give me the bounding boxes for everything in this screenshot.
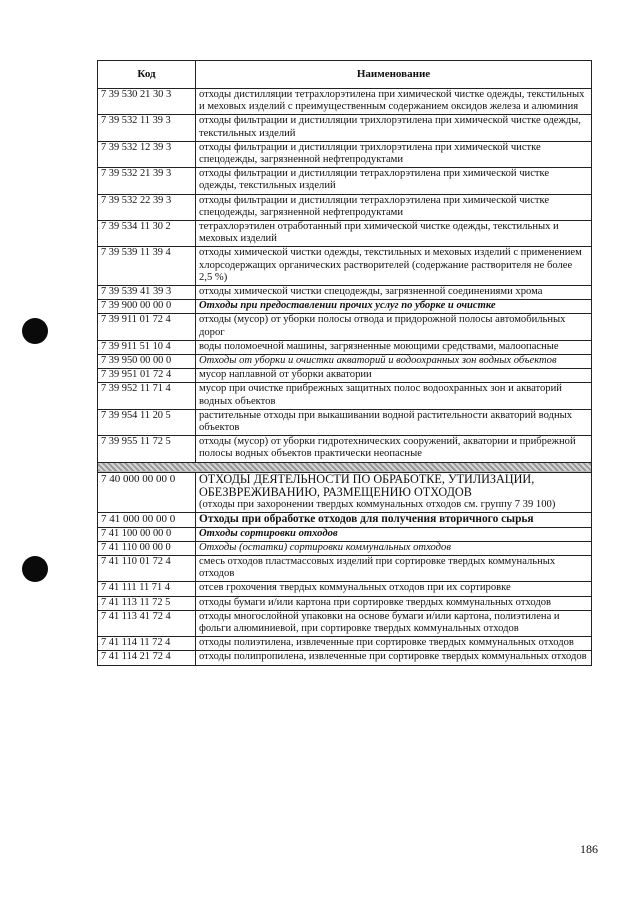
table-row	[98, 472, 592, 513]
name-cell	[196, 355, 592, 369]
code-cell: 7 39 532 12 39 3	[98, 141, 196, 167]
code-cell: 7 39 532 11 39 3	[98, 115, 196, 141]
waste-classification-table	[97, 60, 592, 666]
code-cell: 7 39 952 11 71 4	[98, 383, 196, 409]
table-row	[98, 651, 592, 665]
name-text: отходы полипропилена, извлеченные при сортировке твердых коммунальных отходов	[199, 651, 587, 663]
name-text: воды поломоечной машины, загрязненные моющими средствами, малоопасные	[199, 340, 559, 352]
table-row	[98, 610, 592, 636]
code-cell: 7 39 539 41 39 3	[98, 286, 196, 300]
name-text: смесь отходов пластмассовых изделий при сортировке твердых коммунальных отходов	[199, 555, 556, 580]
name-cell	[196, 436, 592, 462]
name-cell	[196, 286, 592, 300]
name-text: Отходы при обработке отходов для получения вторичного сырья	[199, 513, 534, 526]
name-text: отходы полиэтилена, извлеченные при сортировке твердых коммунальных отходов	[199, 637, 574, 649]
name-cell	[196, 472, 592, 513]
name-text: отходы фильтрации и дистилляции тетрахлорэтилена при химической чистке спецодежды, загрязненной нефтепродуктами	[199, 194, 550, 218]
table-row	[98, 527, 592, 541]
name-text: тетрахлорэтилен отработанный при химической чистке одежды, текстильных и меховых изделий	[199, 221, 559, 245]
name-text: Отходы (остатки) сортировки коммунальных отходов	[199, 541, 451, 553]
table-row	[98, 513, 592, 527]
name-text: отходы дистилляции тетрахлорэтилена при химической чистке одежды, текстильных и меховых изделий с преимущественным содержанием оксидов железа и алюминия	[199, 89, 585, 113]
table-header-row	[98, 61, 592, 89]
table-row	[98, 300, 592, 314]
code-cell: 7 39 954 11 20 5	[98, 409, 196, 435]
name-cell	[196, 555, 592, 581]
name-cell	[196, 513, 592, 527]
name-cell	[196, 651, 592, 665]
code-cell: 7 41 114 21 72 4	[98, 651, 196, 665]
name-cell	[196, 168, 592, 194]
name-text: отходы (мусор) от уборки полосы отвода и придорожной полосы автомобильных дорог	[199, 314, 566, 338]
code-cell: 7 39 532 22 39 3	[98, 194, 196, 220]
table-row	[98, 383, 592, 409]
name-cell	[196, 596, 592, 610]
name-text: ОТХОДЫ ДЕЯТЕЛЬНОСТИ ПО ОБРАБОТКЕ, УТИЛИЗАЦИИ, ОБЕЗВРЕЖИВАНИЮ, РАЗМЕЩЕНИЮ ОТХОДОВ	[199, 471, 535, 499]
code-cell: 7 39 911 01 72 4	[98, 314, 196, 340]
name-cell	[196, 637, 592, 651]
name-cell	[196, 610, 592, 636]
punch-hole-icon	[22, 556, 48, 582]
name-text: растительные отходы при выкашивании водной растительности акваторий водных объектов	[199, 409, 573, 434]
code-cell: 7 39 955 11 72 5	[98, 436, 196, 462]
name-cell	[196, 314, 592, 340]
name-text: мусор наплавной от уборки акватории	[199, 369, 372, 381]
code-cell: 7 39 950 00 00 0	[98, 355, 196, 369]
table-row	[98, 168, 592, 194]
table-row	[98, 637, 592, 651]
name-text: отходы химической чистки спецодежды, загрязненной соединениями хрома	[199, 286, 543, 298]
table-row	[98, 115, 592, 141]
name-text: отходы многослойной упаковки на основе бумаги и/или картона, полиэтилена и фольги алюминиевой, при сортировке твердых коммунальных отходов	[199, 610, 560, 634]
code-cell: 7 41 114 11 72 4	[98, 637, 196, 651]
code-cell: 7 39 951 01 72 4	[98, 369, 196, 383]
column-header-code: Код	[98, 61, 196, 89]
code-cell: 7 39 900 00 00 0	[98, 300, 196, 314]
table-row	[98, 409, 592, 435]
name-cell	[196, 383, 592, 409]
punch-hole-icon	[22, 318, 48, 344]
name-cell	[196, 194, 592, 220]
table-row	[98, 314, 592, 340]
name-cell	[196, 221, 592, 247]
name-text: отходы бумаги и/или картона при сортировке твердых коммунальных отходов	[199, 596, 552, 608]
name-text: мусор при очистке прибрежных защитных полос водоохранных зон и акваторий водных объектов	[199, 383, 562, 407]
name-cell	[196, 541, 592, 555]
code-cell: 7 39 539 11 39 4	[98, 247, 196, 286]
table-row	[98, 436, 592, 462]
code-cell: 7 39 532 21 39 3	[98, 168, 196, 194]
name-cell	[196, 247, 592, 286]
name-text: отходы (мусор) от уборки гидротехнических сооружений, акватории и прибрежной полосы водных объектов практически неопасные	[199, 436, 576, 460]
name-note: (отходы при захоронении твердых коммунальных отходов см. группу 7 39 100)	[199, 499, 556, 511]
name-text: отходы фильтрации и дистилляции трихлорэтилена при химической чистке спецодежды, загрязненной нефтепродуктами	[199, 141, 541, 166]
name-text: отходы фильтрации и дистилляции тетрахлорэтилена при химической чистке одежды, текстильных изделий	[199, 168, 550, 192]
table-row	[98, 286, 592, 300]
column-header-name: Наименование	[196, 61, 592, 89]
table-row	[98, 582, 592, 596]
name-cell	[196, 369, 592, 383]
table-row	[98, 141, 592, 167]
table-row	[98, 340, 592, 354]
name-cell	[196, 89, 592, 115]
separator-bar	[98, 462, 592, 472]
code-cell: 7 41 000 00 00 0	[98, 513, 196, 527]
table-row	[98, 555, 592, 581]
code-cell: 7 40 000 00 00 0	[98, 472, 196, 513]
code-cell: 7 41 110 01 72 4	[98, 555, 196, 581]
code-cell: 7 41 111 11 71 4	[98, 582, 196, 596]
page-number: 186	[580, 842, 598, 856]
name-text: Отходы от уборки и очистки акваторий и водоохранных зон водных объектов	[199, 355, 557, 367]
name-text: отходы фильтрации и дистилляции трихлорэтилена при химической чистке одежды, текстильных изделий	[199, 115, 581, 139]
name-text: отсев грохочения твердых коммунальных отходов при их сортировке	[199, 582, 511, 594]
name-cell	[196, 300, 592, 314]
table-row	[98, 247, 592, 286]
table-row	[98, 541, 592, 555]
code-cell: 7 39 530 21 30 3	[98, 89, 196, 115]
name-text: Отходы при предоставлении прочих услуг по уборке и очистке	[199, 300, 496, 312]
code-cell: 7 41 113 11 72 5	[98, 596, 196, 610]
code-cell: 7 39 534 11 30 2	[98, 221, 196, 247]
name-text: Отходы сортировки отходов	[199, 527, 338, 539]
code-cell: 7 41 100 00 00 0	[98, 527, 196, 541]
table-row	[98, 194, 592, 220]
name-cell	[196, 409, 592, 435]
table-row	[98, 221, 592, 247]
table-row	[98, 89, 592, 115]
name-cell	[196, 582, 592, 596]
table-row	[98, 596, 592, 610]
name-cell	[196, 115, 592, 141]
table-row	[98, 355, 592, 369]
name-cell	[196, 141, 592, 167]
table-row	[98, 462, 592, 472]
name-text: отходы химической чистки одежды, текстильных и меховых изделий с применением хлорсодержащих органических растворителей (содержание растворителя не более 2,5 %)	[199, 247, 582, 283]
code-cell: 7 41 113 41 72 4	[98, 610, 196, 636]
name-cell	[196, 340, 592, 354]
code-cell: 7 39 911 51 10 4	[98, 340, 196, 354]
name-cell	[196, 527, 592, 541]
table-row	[98, 369, 592, 383]
code-cell: 7 41 110 00 00 0	[98, 541, 196, 555]
